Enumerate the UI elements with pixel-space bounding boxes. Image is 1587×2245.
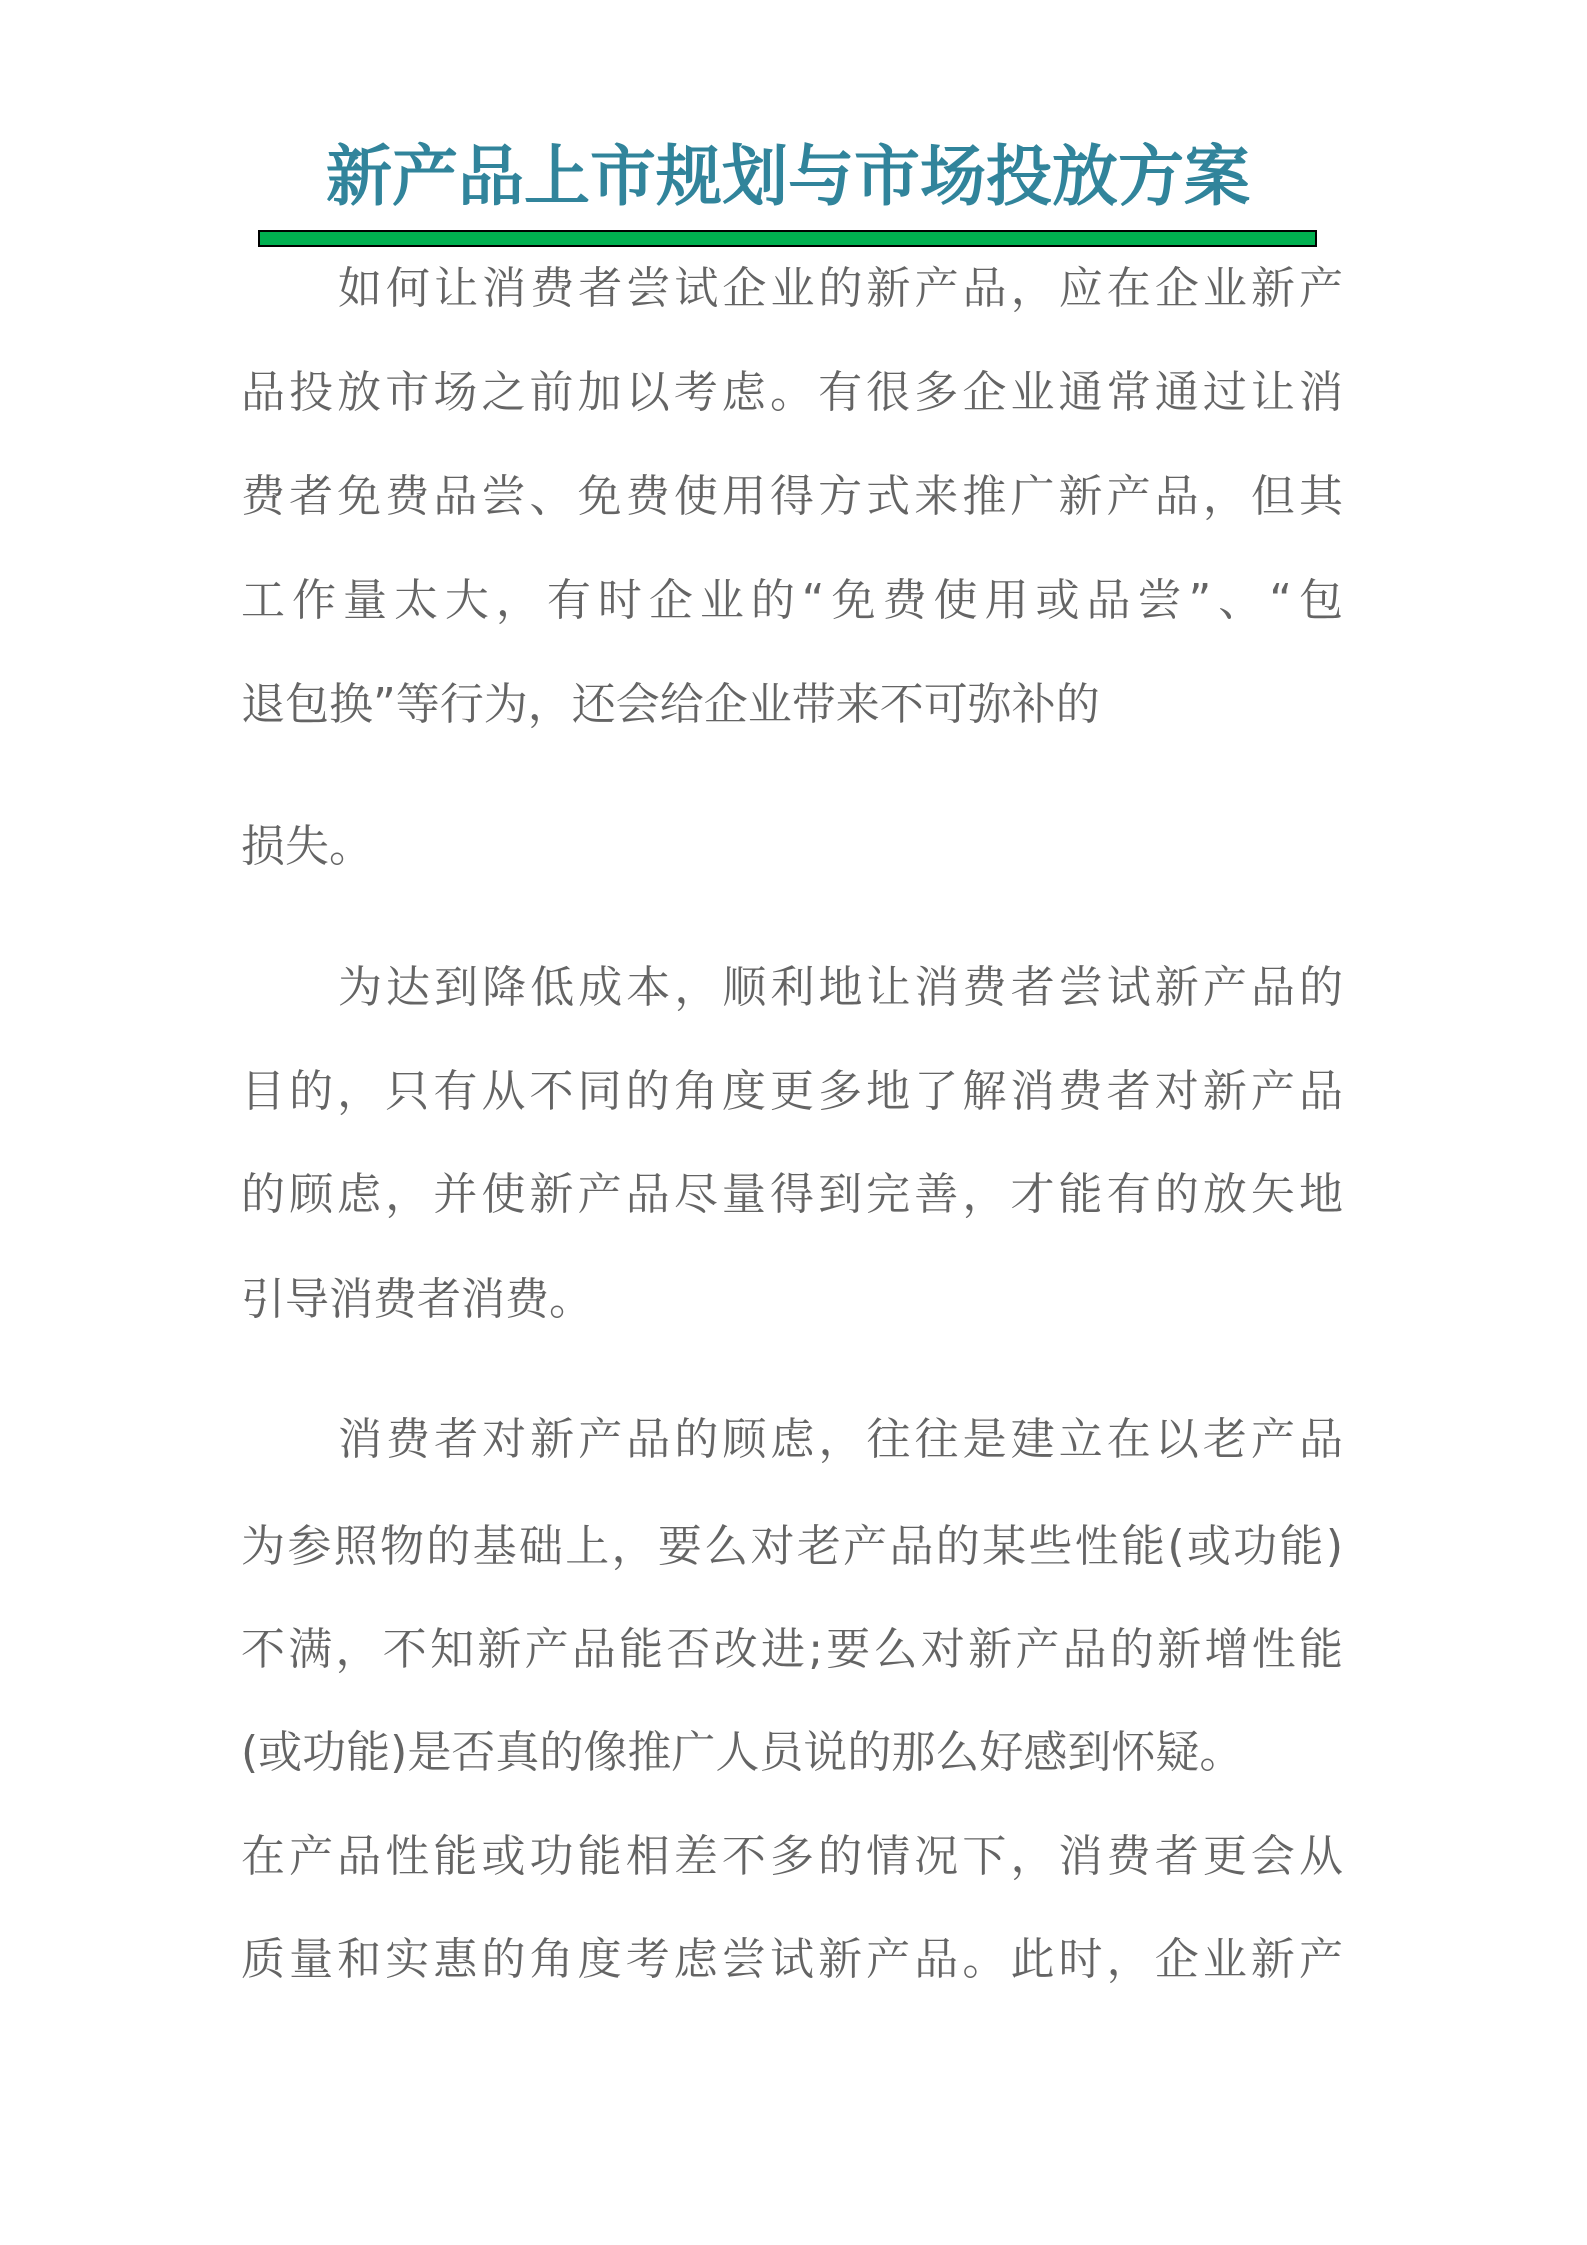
paragraph-line: 为达到降低成本，顺利地让消费者尝试新产品的 — [338, 962, 1343, 1013]
paragraph-line: 的顾虑，并使新产品尽量得到完善，才能有的放矢地 — [241, 1169, 1343, 1220]
paragraph-line: 不满，不知新产品能否改进;要么对新产品的新增性能 — [241, 1624, 1343, 1675]
paragraph-line: 引导消费者消费。 — [241, 1274, 593, 1325]
paragraph-line: 目的，只有从不同的角度更多地了解消费者对新产品 — [241, 1066, 1343, 1117]
paragraph-line: 工作量太大，有时企业的“免费使用或品尝”、“包 — [241, 575, 1343, 626]
paragraph-line: 为参照物的基础上，要么对老产品的某些性能(或功能) — [241, 1521, 1343, 1572]
paragraph-line: 在产品性能或功能相差不多的情况下，消费者更会从 — [241, 1831, 1343, 1882]
paragraph-line: 费者免费品尝、免费使用得方式来推广新产品，但其 — [241, 471, 1343, 522]
paragraph-line: 消费者对新产品的顾虑，往往是建立在以老产品 — [338, 1414, 1343, 1465]
paragraph-line: 如何让消费者尝试企业的新产品，应在企业新产 — [338, 263, 1343, 314]
document-title: 新产品上市规划与市场投放方案 — [326, 138, 1250, 215]
paragraph-line: 退包换”等行为，还会给企业带来不可弥补的 — [241, 679, 1100, 730]
paragraph-line: (或功能)是否真的像推广人员说的那么好感到怀疑。 — [241, 1727, 1244, 1778]
paragraph-line: 损失。 — [241, 821, 373, 872]
paragraph-line: 品投放市场之前加以考虑。有很多企业通常通过让消 — [241, 367, 1343, 418]
title-underline-bar — [258, 230, 1317, 247]
paragraph-line: 质量和实惠的角度考虑尝试新产品。此时，企业新产 — [241, 1934, 1343, 1985]
